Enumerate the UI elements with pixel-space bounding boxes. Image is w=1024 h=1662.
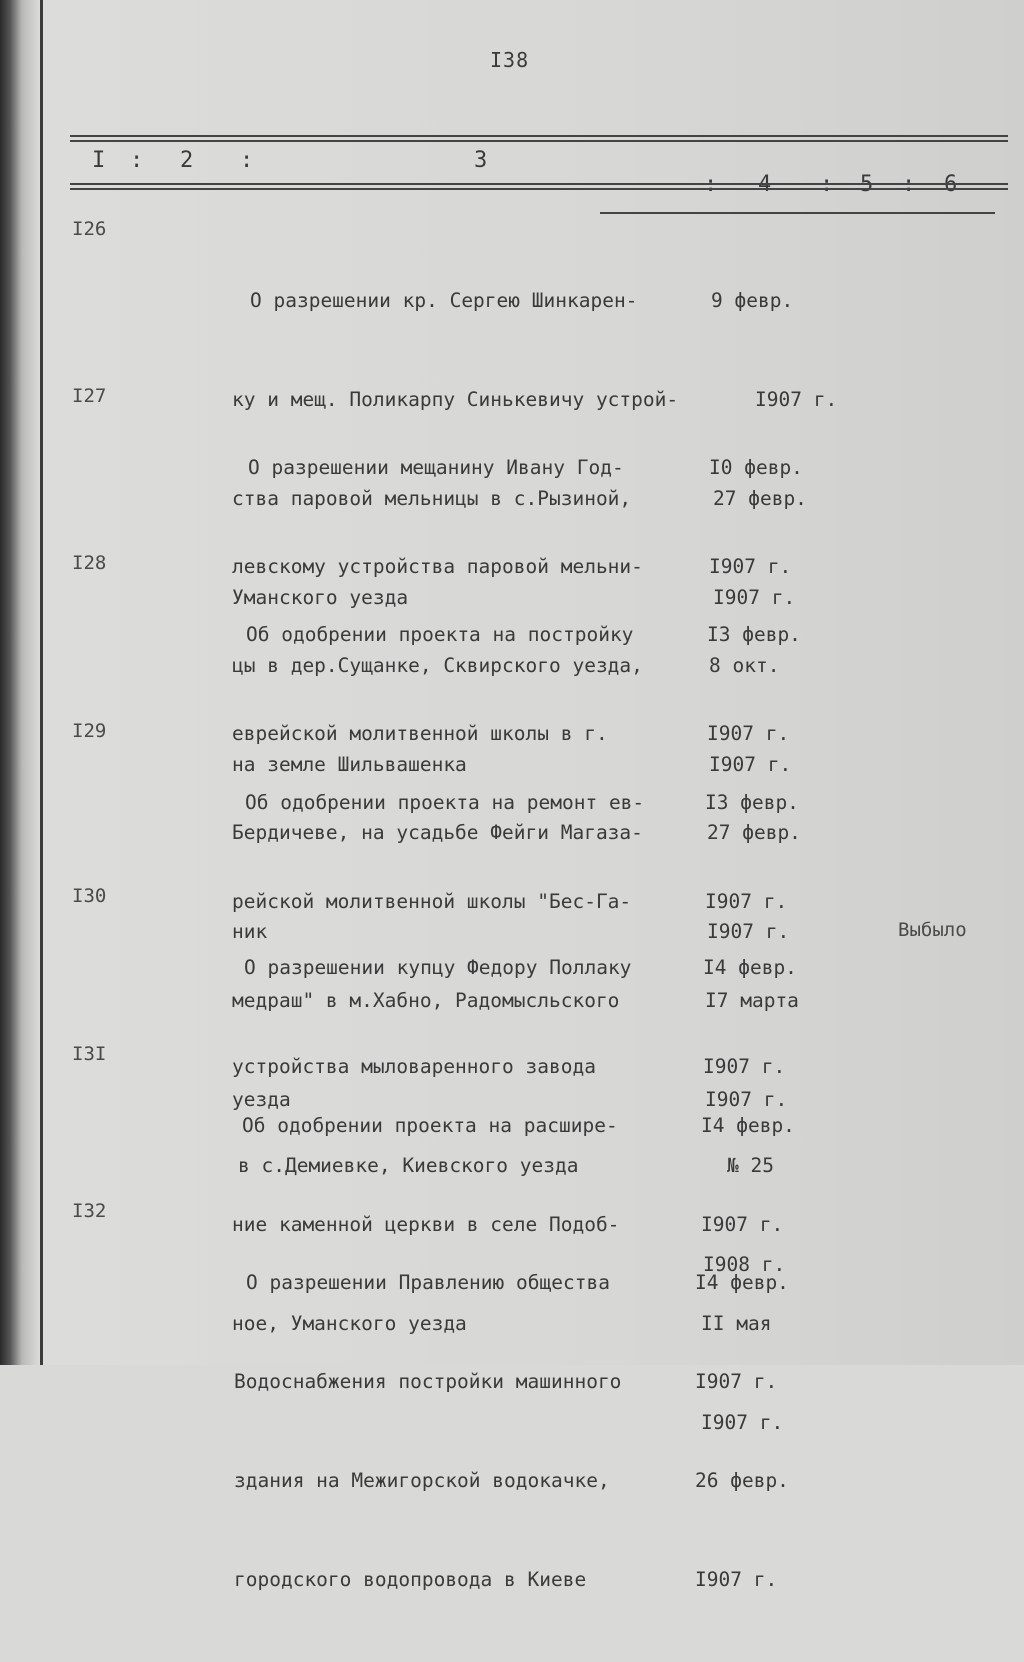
- date-line: I907 г.: [701, 1411, 784, 1434]
- description-line: Уманского уезда: [232, 586, 409, 609]
- description-line: О разрешении кр. Сергею Шинкарен-: [250, 289, 638, 312]
- date-line: I907 г.: [695, 1370, 778, 1393]
- description-line: Об одобрении проекта на ремонт ев-: [245, 791, 645, 814]
- date-line: 27 февр.: [707, 821, 801, 844]
- date-line: I907 г.: [701, 1213, 784, 1236]
- header-bottom-rule-double: [70, 188, 1008, 190]
- entry-number: I32: [72, 1200, 107, 1222]
- description-line: медраш" в м.Хабно, Радомысльского: [232, 989, 620, 1012]
- description-line: ник: [232, 920, 268, 943]
- header-top-rule-double: [70, 140, 1008, 142]
- description-line: уезда: [232, 1088, 291, 1111]
- column-header-1: I: [92, 148, 106, 173]
- entry-number: I26: [72, 218, 107, 240]
- description-line: здания на Межигорской водокачке,: [234, 1469, 610, 1492]
- description-line: городского водопровода в Киеве: [234, 1568, 587, 1591]
- date-line: I908 г.: [703, 1253, 786, 1276]
- header-bottom-rule: [70, 183, 1008, 185]
- date-line: I907 г.: [755, 388, 838, 411]
- description-line: О разрешении мещанину Ивану Год-: [248, 456, 624, 479]
- date-line: II мая: [701, 1312, 772, 1335]
- date-line: I0 февр.: [709, 456, 803, 479]
- description-line: устройства мыловаренного завода: [232, 1055, 596, 1078]
- header-top-rule: [70, 135, 1008, 137]
- column-separator: :: [240, 148, 254, 173]
- description-line: еврейской молитвенной школы в г.: [232, 722, 608, 745]
- description-line: Об одобрении проекта на постройку: [246, 623, 634, 646]
- entry-number: I27: [72, 385, 107, 407]
- description-line: Об одобрении проекта на расшире-: [242, 1114, 618, 1137]
- date-line: I907 г.: [707, 920, 790, 943]
- date-line: I907 г.: [709, 753, 792, 776]
- date-line: 8 окт.: [709, 654, 780, 677]
- description-line: в с.Демиевке, Киевского уезда: [238, 1154, 579, 1177]
- date-line: I7 марта: [705, 989, 799, 1012]
- date-line: 26 февр.: [695, 1469, 789, 1492]
- date-line: I4 февр.: [703, 956, 797, 979]
- description-line: ное, Уманского уезда: [232, 1312, 467, 1335]
- column-separator: :: [130, 148, 144, 173]
- date-line: I3 февр.: [705, 791, 799, 814]
- description-line: левскому устройства паровой мельни-: [232, 555, 643, 578]
- date-line: I907 г.: [705, 1088, 788, 1111]
- date-line: 9 февр.: [711, 289, 794, 312]
- page-number: I38: [490, 48, 530, 72]
- date-line: I907 г.: [695, 1568, 778, 1591]
- description-line: О разрешении купцу Федору Поллаку: [244, 956, 632, 979]
- entry-number: I28: [72, 552, 107, 574]
- entry-number: I30: [72, 885, 107, 907]
- date-line: I4 февр.: [701, 1114, 795, 1137]
- entry-dates: [695, 1200, 845, 1662]
- entry-number: I3I: [72, 1043, 107, 1065]
- description-line: на земле Шильвашенка: [232, 753, 467, 776]
- date-line: I4 февр.: [695, 1271, 789, 1294]
- date-line: I907 г.: [713, 586, 796, 609]
- description-line: Водоснабжения постройки машинного: [234, 1370, 622, 1393]
- date-line: № 25: [727, 1154, 774, 1177]
- description-line: ние каменной церкви в селе Подоб-: [232, 1213, 620, 1236]
- description-line: рейской молитвенной школы "Бес-Га-: [232, 890, 632, 913]
- date-line: I3 февр.: [707, 623, 801, 646]
- entry-number: I29: [72, 720, 107, 742]
- column-header-3: 3: [474, 148, 488, 173]
- entry-note: Выбыло: [898, 919, 967, 941]
- header-right-rule: [600, 212, 995, 214]
- description-line: ства паровой мельницы в с.Рызиной,: [232, 487, 632, 510]
- date-line: 27 февр.: [713, 487, 807, 510]
- date-line: I907 г.: [703, 1055, 786, 1078]
- description-line: цы в дер.Сущанке, Сквирского уезда,: [232, 654, 643, 677]
- date-line: I907 г.: [707, 722, 790, 745]
- column-header-2: 2: [180, 148, 194, 173]
- description-line: Бердичеве, на усадьбе Фейги Магаза-: [232, 821, 643, 844]
- description-line: О разрешении Правлению общества: [246, 1271, 610, 1294]
- date-line: I907 г.: [705, 890, 788, 913]
- date-line: I907 г.: [709, 555, 792, 578]
- description-line: ку и мещ. Поликарпу Синькевичу устрой-: [232, 388, 679, 411]
- page-binding-edge: [40, 0, 43, 1365]
- entry-description: [234, 1200, 716, 1662]
